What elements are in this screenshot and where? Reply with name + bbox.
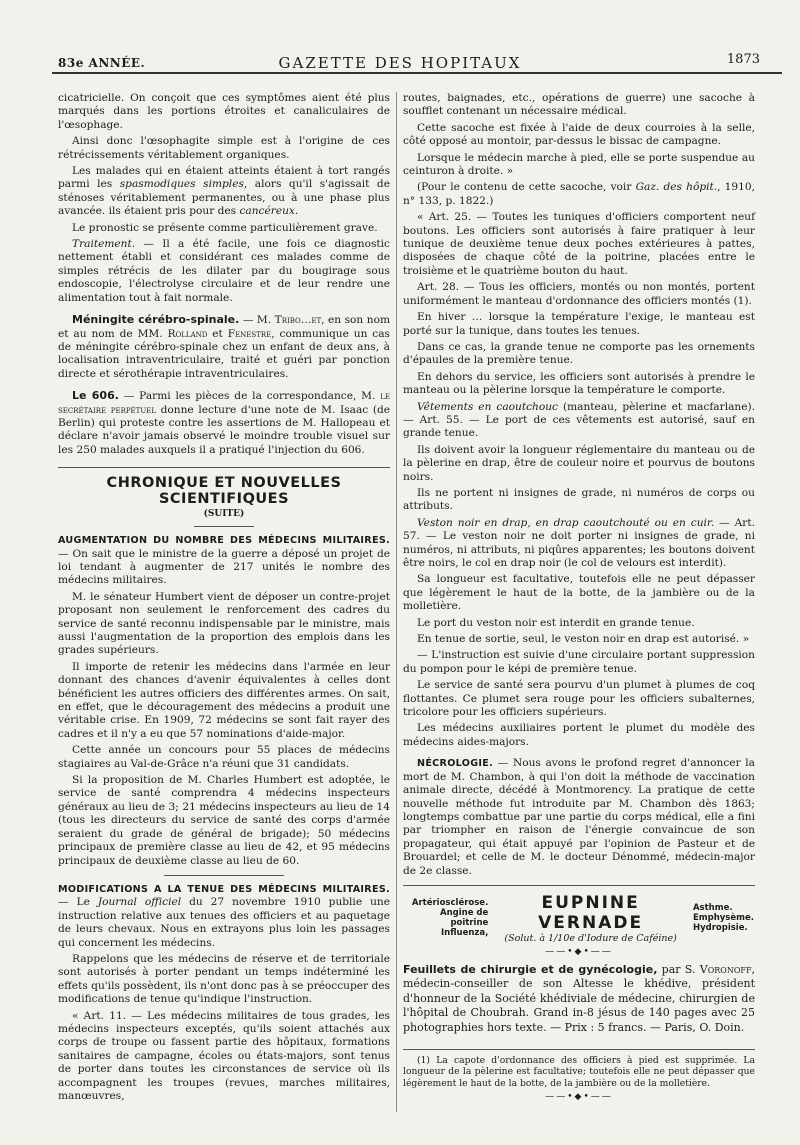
paragraph: Vêtements en caoutchouc (manteau, pèlerine et macfarlane). — Art. 55. — Le port de ces vêtements est autorisé, sauf en grande tenue.: [403, 400, 755, 440]
section-rule: [403, 885, 755, 886]
article-meningite: Méningite cérébro-spinale. — M. Tribo…et, en son nom et au nom de MM. Rolland et Fenestre, communique un cas de méningite cérébro-spinale chez un enfant de deux ans, à localisation intraventriculaire, traité et guéri par ponction directe et sérothérapie intraventriculaires.: [58, 313, 390, 380]
paragraph: Cette sacoche est fixée à l'aide de deux courroies à la selle, côté opposé au montoir, par-dessus le bissac de campagne.: [403, 121, 755, 148]
advertisement: [403, 893, 755, 944]
paragraph: — L'instruction est suivie d'une circulaire portant suppression du pompon pour le képi de première tenue.: [403, 649, 755, 675]
section-rule: [58, 467, 390, 468]
column-divider: [396, 92, 397, 1112]
paragraph: cicatricielle. On conçoit que ces symptômes aient été plus marqués dans les portions étroites et canaliculaires de l'œsophage.: [58, 92, 390, 131]
paragraph: Les médecins auxiliaires portent le plumet du modèle des médecins aides-majors.: [403, 722, 755, 748]
paragraph: Dans ce cas, la grande tenue ne comporte pas les ornements d'épaules de la première tenue.: [403, 340, 755, 367]
paragraph: Veston noir en drap, en drap caoutchouté ou en cuir. — Art. 57. — Le veston noir ne doit porter ni insignes de grade, ni numéros, ni attributs, ni piqûres apparentes; les boutons doivent être noirs, le col en drap noir (le col de velours est interdit).: [403, 516, 755, 569]
paragraph: Ils ne portent ni insignes de grade, ni numéros de corps ou attributs.: [403, 486, 755, 513]
article-606: Le 606. — Parmi les pièces de la correspondance, M. le secrétaire perpétuel donne lecture d'une note de M. Isaac (de Berlin) qui proteste contre les assertions de M. Hallopeau et déclare n'avoir jamais observé le moindre trouble visuel sur les 250 malades auxquels il a pratiqué l'injection du 606.: [58, 389, 391, 456]
paragraph: Lorsque le médecin marche à pied, elle se porte suspendue au ceinturon à droite. »: [403, 151, 755, 178]
paragraph: En dehors du service, les officiers sont autorisés à prendre le manteau ou la pèlerine lorsque la température le comporte.: [403, 370, 755, 397]
article-augmentation: AUGMENTATION DU NOMBRE DES MÉDECINS MILITAIRES. — On sait que le ministre de la guerre a déposé un projet de loi tendant à augmenter de 217 unités le nombre des médecins militaires.: [58, 535, 390, 587]
right-column: [403, 92, 755, 1102]
section-rule: [164, 875, 284, 876]
chronique-title: CHRONIQUE ET NOUVELLES SCIENTIFIQUES: [106, 475, 342, 508]
ad-subtitle: (Solut. à 1/10e d'Iodure de Caféine): [504, 932, 677, 944]
ad-indications-right: Asthme. Emphysème. Hydropisie.: [692, 903, 754, 934]
edition-label: 83e ANNÉE.: [58, 56, 146, 70]
paragraph: Traitement. — Il a été facile, une fois ce diagnostic nettement établi et considérant ces malades comme de simples rétrécis de les dilater par du bougirage sous endoscopie, l'électrolyse circulaire et de leur rendre une alimentation tout à fait normale.: [58, 238, 390, 304]
header-rule: [52, 72, 782, 74]
ad-brand: EUPNINE VERNADE: [538, 892, 644, 933]
paragraph: M. le sénateur Humbert vient de déposer un contre-projet proposant non seulement le renforcement des cadres du service de santé reconnu indispensable par le ministre, mais aussi l'augmentation de la proportion des emplois dans les grades supérieurs.: [58, 590, 390, 657]
paragraph: Les malades qui en étaient atteints étaient à tort rangés parmi les spasmodiques simples, alors qu'il s'agissait de sténoses véritablement permanentes, ou à une phase plus avancée. ils étaient pris pour des cancéreux.: [58, 165, 390, 218]
ornament-divider: ——•◆•——: [545, 1092, 613, 1103]
ad-indications-left: Artériosclérose. Angine de poitrine Influenza,: [411, 898, 489, 939]
paragraph: Ils doivent avoir la longueur réglementaire du manteau ou de la pèlerine en drap, être de couleur noire et pourvus de boutons noirs.: [403, 443, 755, 483]
footnote: (1) La capote d'ordonnance des officiers à pied est supprimée. La longueur de la pèlerine est facultative; toutefois elle ne peut dépasser que légèrement le haut de la botte, de la jambière ou de la molletière.: [403, 1054, 755, 1089]
paragraph: « Art. 25. — Toutes les tuniques d'officiers comportent neuf boutons. Les officiers sont autorisés à faire pratiquer à leur tunique de deuxième tenue deux poches extérieures à pattes, disposées de chaque côté de la poitrine, placées entre le troisième et le quatrième bouton du haut.: [403, 211, 755, 277]
book-notice: Feuillets de chirurgie et de gynécologie, par S. Voronoff, médecin-conseiller de son Altesse le khédive, président d'honneur de la Société khédiviale de médecine, chirurgien de l'hôpital de Choubrah. Grand in-8 jésus de 140 pages avec 25 photographies hors texte. — Prix : 5 francs. — Paris, O. Doin.: [403, 962, 755, 1034]
left-column: [58, 92, 390, 1106]
paragraph: Sa longueur est facultative, toutefois elle ne peut dépasser que légèrement le haut de la botte, de la jambière ou de la molletière.: [403, 573, 755, 613]
footnote-rule: [403, 1049, 755, 1050]
chronique-subtitle: (SUITE): [203, 509, 245, 520]
paragraph: En tenue de sortie, seul, le veston noir en drap est autorisé. »: [417, 633, 750, 646]
paragraph: Il importe de retenir les médecins dans l'armée en leur donnant des chances d'avenir équivalentes à celles dont bénéficient les autres officiers des différentes armes. On sait, en effet, que le découragement des médecins a produit une véritable crise. En 1909, 72 médecins se sont fait rayer des cadres et il n'y a eu que 57 nominations d'aide-major.: [58, 660, 390, 740]
paragraph: Ainsi donc l'œsophagite simple est à l'origine de ces rétrécissements véritablement organiques.: [58, 135, 390, 161]
paragraph: Le port du veston noir est interdit en grande tenue.: [417, 616, 695, 629]
paragraph: Si la proposition de M. Charles Humbert est adoptée, le service de santé comprendra 4 médecins inspecteurs généraux au lieu de 3; 21 médecins inspecteurs au lieu de 14 (tous les directeurs du service de santé des corps d'armée seraient du grade de général de brigade); 50 médecins principaux de première classe au lieu de 42, et 95 médecins principaux de deuxième classe au lieu de 60.: [58, 774, 390, 867]
paragraph: Rappelons que les médecins de réserve et de territoriale sont autorisés à porter pendant un temps indéterminé les effets qu'ils possèdent, ils n'ont donc pas à se préoccuper des modifications de tenue qu'indique l'instruction.: [58, 952, 390, 1006]
page-number: 1873: [726, 52, 760, 67]
ornament-divider: ——•◆•——: [545, 946, 613, 957]
paragraph: Le service de santé sera pourvu d'un plumet à plumes de coq flottantes. Ce plumet sera rouge pour les officiers subalternes, tricolore pour les officiers supérieurs.: [403, 679, 755, 719]
section-rule: [194, 526, 254, 527]
paragraph: (Pour le contenu de cette sacoche, voir Gaz. des hôpit., 1910, n° 133, p. 1822.): [403, 181, 755, 207]
paragraph: En hiver … lorsque la température l'exige, le manteau est porté sur la tunique, dans toutes les tenues.: [403, 311, 755, 337]
ad-center: [488, 893, 693, 944]
article-necrologie: NÉCROLOGIE. — Nous avons le profond regret d'annoncer la mort de M. Chambon, à qui l'on doit la méthode de vaccination animale directe, décédé à Montmorency. La pratique de cette nouvelle méthode fut introduite par M. Chambon dès 1863; longtemps combattue par une partie du corps médical, elle a fini par triompher en raison de l'énergie convaincue de son propagateur, qui était appuyé par l'opinion de Pasteur et de Brouardel; et celle de M. le docteur Dénommé, médecin-major de 2e classe.: [403, 757, 755, 877]
paragraph: routes, baignades, etc., opérations de guerre) une sacoche à soufflet contenant un nécessaire médical.: [403, 92, 755, 118]
paragraph: Cette année un concours pour 55 places de médecins stagiaires au Val-de-Grâce n'a réuni que 31 candidats.: [58, 744, 390, 770]
article-modifications: MODIFICATIONS A LA TENUE DES MÉDECINS MILITAIRES. — Le Journal officiel du 27 novembre 1910 publie une instruction relative aux tenues des officiers et au paquetage de leurs chevaux. Nous en extrayons plus loin les passages qui concernent les médecins.: [58, 883, 390, 949]
journal-title: GAZETTE DES HOPITAUX: [278, 54, 522, 72]
paragraph: « Art. 11. — Les médecins militaires de tous grades, les médecins inspecteurs exceptés, qu'ils soient attachés aux corps de troupe ou fassent partie des hôpitaux, formations sanitaires de campagne, écoles ou états-majors, sont tenus de porter dans toutes les circonstances de service où ils accompagnent les troupes (revues, marches militaires, manœuvres,: [58, 1009, 390, 1102]
paragraph: Art. 28. — Tous les officiers, montés ou non montés, portent uniformément le manteau d'ordonnance des officiers montés (1).: [403, 281, 755, 307]
paragraph: Le pronostic se présente comme particulièrement grave.: [72, 221, 378, 234]
